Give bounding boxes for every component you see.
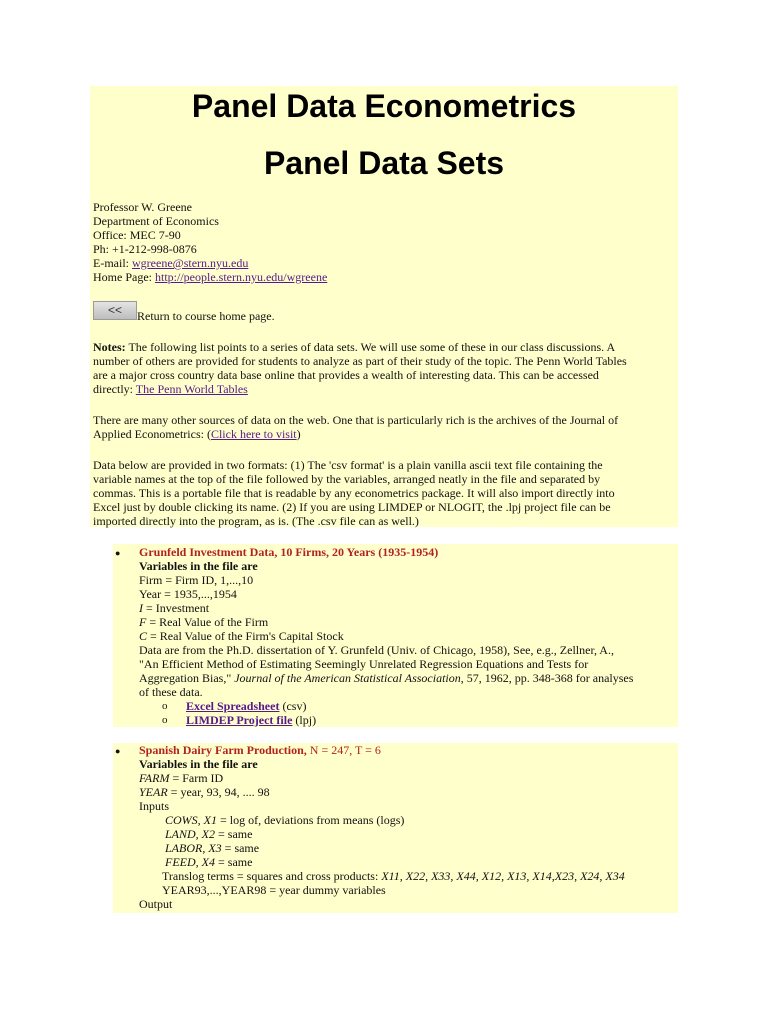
notes-line-3: are a major cross country data base online that provides a wealth of interesting data. This can be accessed bbox=[93, 368, 599, 382]
grunfeld-vars-heading: Variables in the file are bbox=[139, 559, 258, 573]
sub-bullet-icon: o bbox=[162, 714, 168, 726]
spanish-output-label: Output bbox=[139, 897, 173, 911]
email-line bbox=[93, 256, 248, 270]
formats-line-3: commas. This is a portable file that is readable by any econometrics package. It will also import directly into bbox=[93, 486, 615, 500]
grunfeld-desc-3: Aggregation Bias," Journal of the American Statistical Association, 57, 1962, pp. 348-368 for analyses bbox=[139, 671, 634, 685]
grunfeld-title: Grunfeld Investment Data, 10 Firms, 20 Years (1935-1954) bbox=[139, 545, 439, 559]
page-subtitle: Panel Data Sets bbox=[263, 145, 505, 181]
excel-file-line: Excel Spreadsheet (csv) bbox=[186, 699, 307, 713]
office: Office: MEC 7-90 bbox=[93, 228, 181, 242]
grunfeld-desc-4: of these data. bbox=[139, 685, 203, 699]
spanish-year: YEAR = year, 93, 94, .... 98 bbox=[139, 785, 270, 799]
grunfeld-capital-stock: C = Real Value of the Firm's Capital Stock bbox=[139, 629, 344, 643]
formats-line-1: Data below are provided in two formats: (1) The 'csv format' is a plain vanilla ascii text file containing the bbox=[93, 458, 603, 472]
spanish-inputs-label: Inputs bbox=[139, 799, 169, 813]
formats-line-2: variable names at the top of the file followed by the variables, arranged neatly in the file and separated by bbox=[93, 472, 601, 486]
notes-line-2: number of others are provided for students to analyze as part of their study of the topic. The Penn World Tables bbox=[93, 354, 627, 368]
homepage-line bbox=[93, 270, 327, 284]
grunfeld-year: Year = 1935,...,1954 bbox=[139, 587, 237, 601]
back-button[interactable]: << bbox=[93, 301, 137, 320]
department: Department of Economics bbox=[93, 214, 219, 228]
spanish-cows: COWS, X1 = log of, deviations from means (logs) bbox=[165, 813, 405, 827]
page-title: Panel Data Econometrics bbox=[191, 88, 577, 124]
notes-label: Notes: bbox=[93, 340, 126, 354]
email-label: E-mail: bbox=[93, 256, 132, 270]
limdep-file-line: LIMDEP Project file (lpj) bbox=[186, 713, 317, 727]
spanish-feed: FEED, X4 = same bbox=[165, 855, 253, 869]
grunfeld-desc-1: Data are from the Ph.D. dissertation of Y. Grunfeld (Univ. of Chicago, 1958), See, e.g., Zellner, A., bbox=[139, 643, 614, 657]
sub-bullet-icon: o bbox=[162, 700, 168, 712]
homepage-label: Home Page: bbox=[93, 270, 155, 284]
spanish-farm: FARM = Farm ID bbox=[139, 771, 224, 785]
grunfeld-firm-value: F = Real Value of the Firm bbox=[139, 615, 269, 629]
email-link[interactable]: wgreene@stern.nyu.edu bbox=[132, 256, 249, 270]
sources-line-2: Applied Econometrics: (Click here to visit) bbox=[93, 427, 301, 441]
notes-line-1: Notes: The following list points to a series of data sets. We will use some of these in our class discussions. A bbox=[93, 340, 616, 354]
spanish-vars-heading: Variables in the file are bbox=[139, 757, 258, 771]
sources-line-1: There are many other sources of data on the web. One that is particularly rich is the archives of the Journal of bbox=[93, 413, 619, 427]
grunfeld-investment: I = Investment bbox=[139, 601, 210, 615]
jae-archive-link[interactable]: Click here to visit bbox=[210, 427, 297, 441]
bullet-icon: ● bbox=[115, 548, 121, 558]
penn-world-tables-link[interactable]: The Penn World Tables bbox=[135, 382, 248, 396]
bullet-icon: ● bbox=[115, 746, 121, 756]
homepage-link[interactable]: http://people.stern.nyu.edu/wgreene bbox=[155, 270, 328, 284]
return-text: Return to course home page. bbox=[137, 309, 275, 323]
limdep-project-link[interactable]: LIMDEP Project file bbox=[186, 713, 293, 727]
spanish-title: Spanish Dairy Farm Production, N = 247, T = 6 bbox=[139, 743, 381, 757]
spanish-land: LAND, X2 = same bbox=[165, 827, 253, 841]
grunfeld-desc-2: "An Efficient Method of Estimating Seemingly Unrelated Regression Equations and Tests for bbox=[139, 657, 589, 671]
excel-spreadsheet-link[interactable]: Excel Spreadsheet bbox=[186, 699, 280, 713]
phone: Ph: +1-212-998-0876 bbox=[93, 242, 197, 256]
formats-line-4: Excel just by double clicking its name. (2) If you are using LIMDEP or NLOGIT, the .lpj project file can be bbox=[93, 500, 611, 514]
spanish-year-dummies: YEAR93,...,YEAR98 = year dummy variables bbox=[162, 883, 386, 897]
grunfeld-firm: Firm = Firm ID, 1,...,10 bbox=[139, 573, 254, 587]
professor-name: Professor W. Greene bbox=[93, 200, 192, 214]
formats-line-5: imported directly into the program, as is. (The .csv file can as well.) bbox=[93, 514, 419, 528]
spanish-labor: LABOR, X3 = same bbox=[165, 841, 260, 855]
spanish-translog: Translog terms = squares and cross products: X11, X22, X33, X44, X12, X13, X14,X23, X24, X34 bbox=[162, 869, 625, 883]
notes-line-4: directly: The Penn World Tables bbox=[93, 382, 248, 396]
